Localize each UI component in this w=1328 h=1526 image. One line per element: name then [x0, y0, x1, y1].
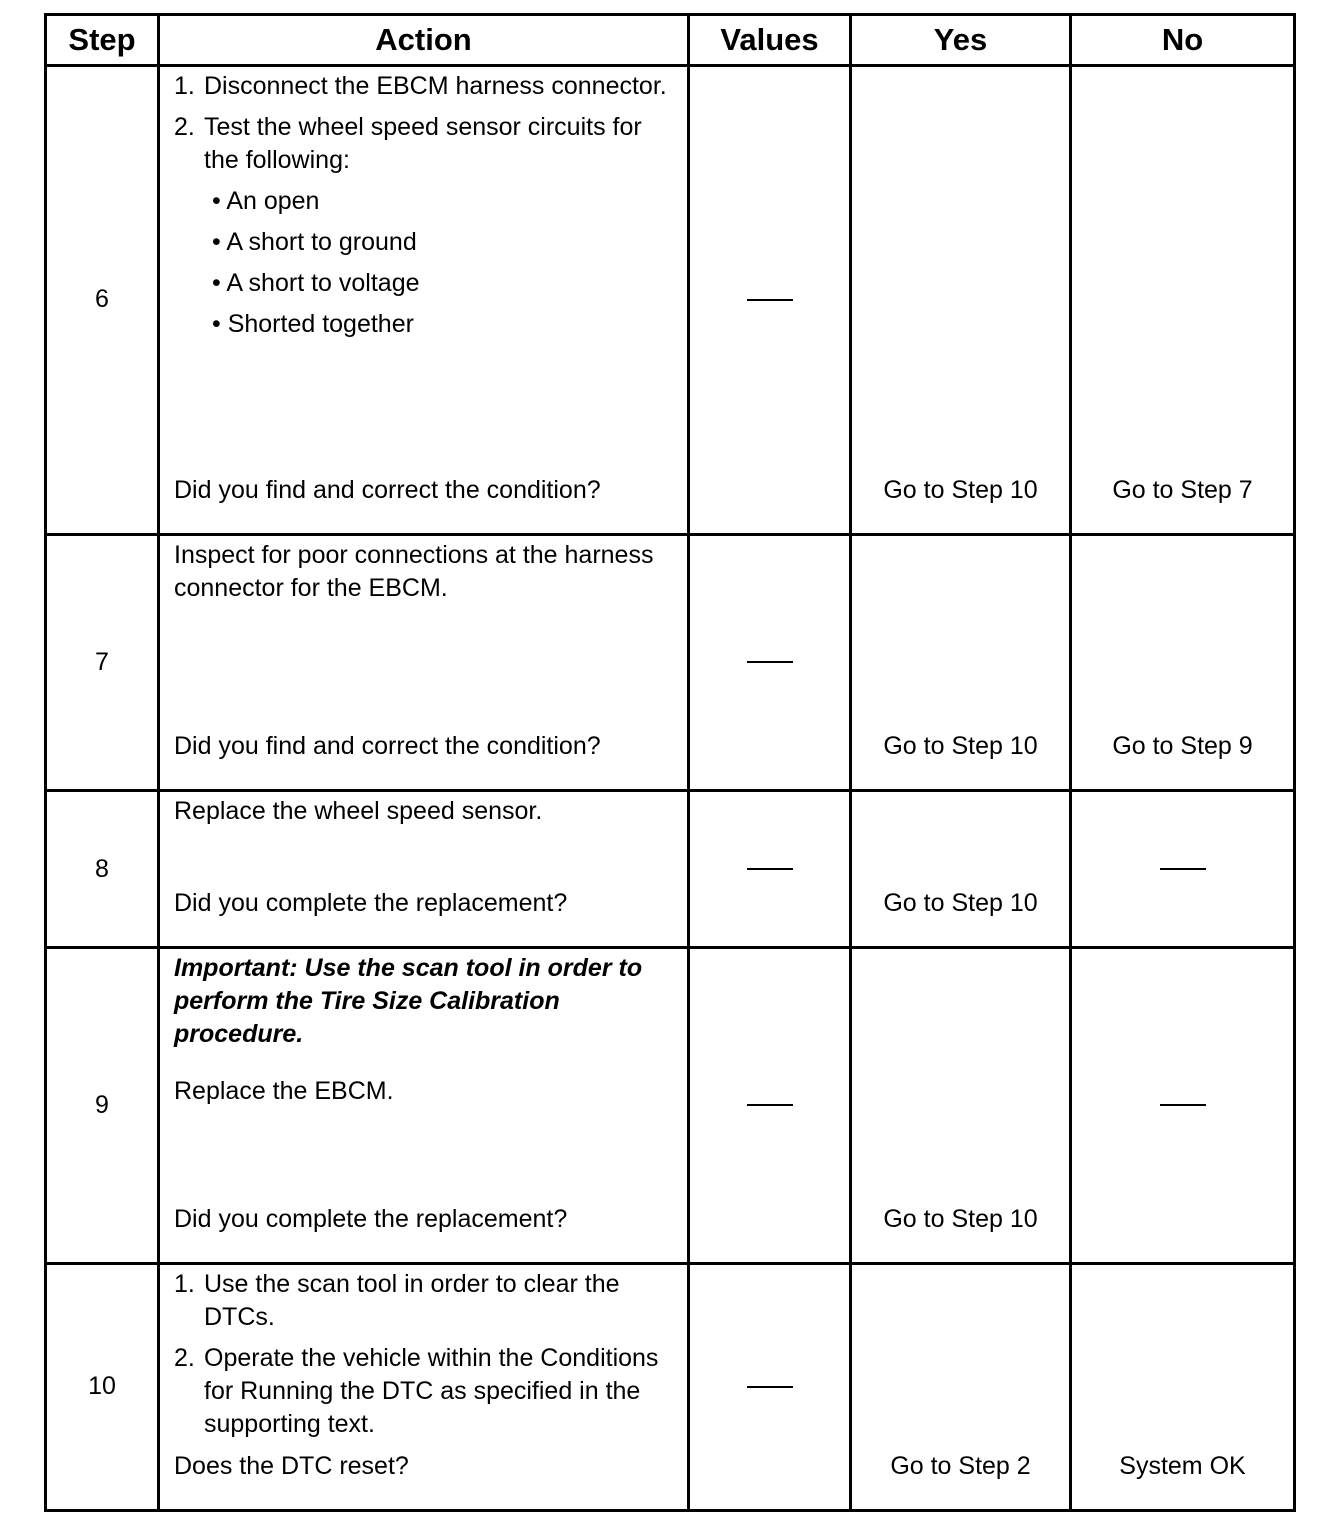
- dash-mark: [1160, 1104, 1206, 1106]
- no-link: Go to Step 9: [1112, 731, 1253, 760]
- no-cell: [1071, 790, 1295, 947]
- header-yes: Yes: [851, 15, 1071, 66]
- no-cell: [1071, 1263, 1295, 1510]
- action-question: Does the DTC reset?: [174, 1452, 409, 1480]
- action-step-item: 2. Test the wheel speed sensor circuits for the following:: [174, 113, 642, 174]
- yes-link: Go to Step 10: [883, 475, 1038, 504]
- values-cell: [689, 790, 851, 947]
- values-cell: [689, 1263, 851, 1510]
- yes-cell: [851, 948, 1071, 1263]
- diagnostic-table: [44, 13, 1296, 1512]
- no-link: System OK: [1119, 1452, 1246, 1480]
- header-step: Step: [46, 15, 159, 66]
- dash-mark: [747, 299, 793, 301]
- no-link: Go to Step 7: [1112, 475, 1253, 504]
- bullet-item: • An open: [212, 187, 320, 215]
- values-cell: [689, 948, 851, 1263]
- values-cell: [689, 534, 851, 790]
- action-question: Did you find and correct the condition?: [174, 731, 601, 760]
- values-cell: [689, 66, 851, 535]
- yes-link: Go to Step 2: [890, 1452, 1031, 1480]
- action-cell: [159, 1263, 689, 1510]
- dash-mark: [747, 868, 793, 870]
- bullet-item: • A short to voltage: [212, 269, 420, 297]
- table-row: [46, 948, 1295, 1263]
- yes-cell: [851, 534, 1071, 790]
- table-row: [46, 66, 1295, 535]
- dash-mark: [747, 1104, 793, 1106]
- no-cell: [1071, 66, 1295, 535]
- yes-link: Go to Step 10: [883, 889, 1038, 918]
- dash-mark: [1160, 868, 1206, 870]
- table-row: [46, 1263, 1295, 1510]
- bullet-item: • Shorted together: [212, 310, 414, 338]
- table-row: [46, 534, 1295, 790]
- header-action: Action: [159, 15, 689, 66]
- action-cell: [159, 534, 689, 790]
- action-question: Did you complete the replacement?: [174, 1204, 568, 1233]
- yes-cell: [851, 66, 1071, 535]
- step-number: 6: [46, 66, 159, 535]
- action-question: Did you complete the replacement?: [174, 889, 568, 918]
- important-note: Important: Use the scan tool in order to perform the Tire Size Calibration procedure.: [174, 954, 643, 1049]
- step-number: 9: [46, 948, 159, 1263]
- table-row: [46, 790, 1295, 947]
- dash-mark: [747, 661, 793, 663]
- yes-cell: [851, 790, 1071, 947]
- yes-link: Go to Step 10: [883, 731, 1038, 760]
- bullet-item: • A short to ground: [212, 228, 417, 256]
- action-step-item: 1. Disconnect the EBCM harness connector.: [174, 72, 667, 100]
- action-text: Replace the wheel speed sensor.: [174, 796, 543, 825]
- action-text: Replace the EBCM.: [174, 1077, 394, 1106]
- action-text: Inspect for poor connections at the harness connector for the EBCM.: [174, 540, 654, 602]
- action-question: Did you find and correct the condition?: [174, 475, 601, 504]
- action-step-item: 2. Operate the vehicle within the Conditions for Running the DTC as specified in the supporting text.: [174, 1343, 659, 1438]
- no-cell: [1071, 948, 1295, 1263]
- yes-link: Go to Step 10: [883, 1204, 1038, 1233]
- header-row: [46, 15, 1295, 66]
- action-step-item: 1. Use the scan tool in order to clear the DTCs.: [174, 1269, 620, 1331]
- step-number: 8: [46, 790, 159, 947]
- header-no: No: [1071, 15, 1295, 66]
- yes-cell: [851, 1263, 1071, 1510]
- action-cell: [159, 790, 689, 947]
- action-cell: [159, 66, 689, 535]
- step-number: 7: [46, 534, 159, 790]
- dash-mark: [747, 1386, 793, 1388]
- action-cell: [159, 948, 689, 1263]
- no-cell: [1071, 534, 1295, 790]
- header-values: Values: [689, 15, 851, 66]
- step-number: 10: [46, 1263, 159, 1510]
